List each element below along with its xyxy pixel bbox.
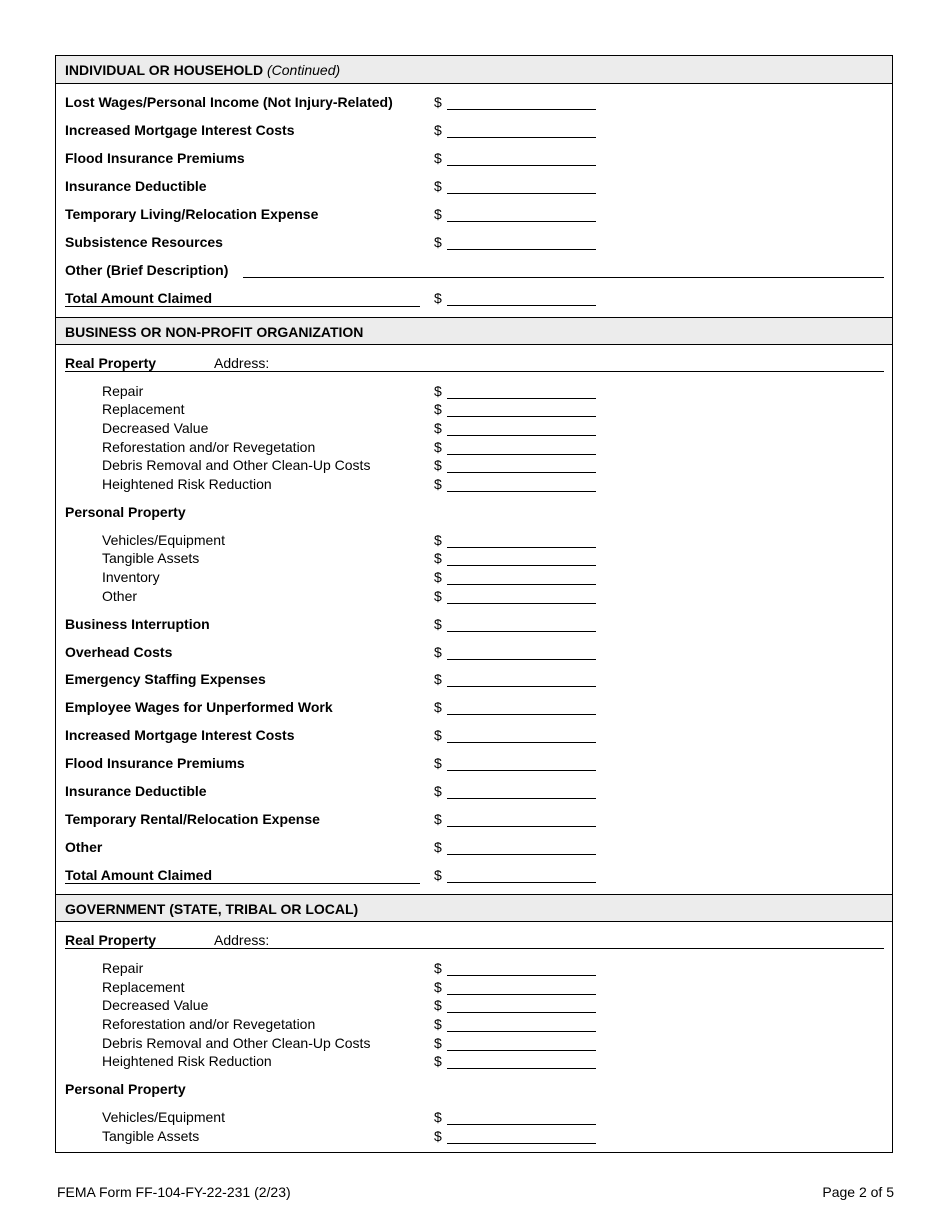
row-government-decreased-value	[56, 996, 892, 1014]
label-business-reforestation: Reforestation and/or Revegetation	[102, 439, 316, 455]
dollar-sign: $	[434, 783, 442, 799]
government-heightened-risk-amount-input[interactable]	[447, 1053, 596, 1069]
row-government-debris	[56, 1034, 892, 1052]
business-inventory-amount-input[interactable]	[447, 569, 596, 585]
government-tangible-amount-input[interactable]	[447, 1128, 596, 1144]
row-government-replacement	[56, 978, 892, 996]
label-business-pp-other: Other	[102, 588, 138, 604]
footer-page-number: Page 2 of 5	[822, 1184, 894, 1200]
dollar-sign: $	[434, 476, 442, 492]
dollar-sign: $	[434, 290, 442, 306]
business-emergency-staffing-amount-input[interactable]	[447, 671, 596, 687]
business-heightened-risk-amount-input[interactable]	[447, 476, 596, 492]
section-header-business	[56, 317, 892, 345]
row-business-personal-property	[56, 503, 892, 521]
subsistence-amount-input[interactable]	[447, 234, 596, 250]
dollar-sign: $	[434, 439, 442, 455]
business-tangible-amount-input[interactable]	[447, 550, 596, 566]
label-government-vehicles: Vehicles/Equipment	[102, 1109, 225, 1125]
label-subsistence: Subsistence Resources	[65, 234, 223, 250]
section-title-suffix: (Continued)	[266, 62, 341, 78]
row-business-emergency-staffing	[56, 670, 892, 688]
row-business-employee-wages	[56, 698, 892, 716]
dollar-sign: $	[434, 150, 442, 166]
row-business-interruption	[56, 615, 892, 633]
business-reforestation-amount-input[interactable]	[447, 439, 596, 455]
business-decreased-value-amount-input[interactable]	[447, 420, 596, 436]
row-business-pp-other	[56, 587, 892, 605]
business-debris-amount-input[interactable]	[447, 457, 596, 473]
dollar-sign: $	[434, 1035, 442, 1051]
label-other-description: Other (Brief Description)	[65, 262, 229, 278]
dollar-sign: $	[434, 811, 442, 827]
label-business-tangible: Tangible Assets	[102, 550, 200, 566]
dollar-sign: $	[434, 122, 442, 138]
claim-form	[55, 55, 893, 1153]
government-repair-amount-input[interactable]	[447, 960, 596, 976]
business-other-amount-input[interactable]	[447, 839, 596, 855]
row-business-reforestation	[56, 438, 892, 456]
label-business-mortgage-interest: Increased Mortgage Interest Costs	[65, 727, 295, 743]
total-underline	[65, 306, 420, 307]
dollar-sign: $	[434, 755, 442, 771]
label-business-replacement: Replacement	[102, 401, 185, 417]
row-government-heightened-risk	[56, 1052, 892, 1070]
section-header-government	[56, 894, 892, 922]
label-government-personal-property: Personal Property	[65, 1081, 186, 1097]
dollar-sign: $	[434, 1016, 442, 1032]
row-flood-premiums	[56, 149, 892, 167]
row-government-tangible	[56, 1127, 892, 1145]
business-address-input[interactable]	[270, 355, 884, 370]
label-business-temp-rental: Temporary Rental/Relocation Expense	[65, 811, 320, 827]
label-business-deductible: Insurance Deductible	[65, 783, 207, 799]
business-total-amount-input[interactable]	[447, 867, 596, 883]
row-business-mortgage-interest	[56, 726, 892, 744]
section-title: BUSINESS OR NON-PROFIT ORGANIZATION	[65, 324, 364, 340]
label-government-real-property: Real Property	[65, 932, 157, 948]
row-government-reforestation	[56, 1015, 892, 1033]
row-lost-wages	[56, 93, 892, 111]
lost-wages-amount-input[interactable]	[447, 94, 596, 110]
government-reforestation-amount-input[interactable]	[447, 1016, 596, 1032]
row-government-real-property	[56, 931, 892, 949]
address-underline	[65, 948, 884, 949]
label-business-heightened-risk: Heightened Risk Reduction	[102, 476, 272, 492]
label-business-real-property: Real Property	[65, 355, 157, 371]
row-business-total	[56, 866, 892, 884]
label-government-replacement: Replacement	[102, 979, 185, 995]
section-title: GOVERNMENT (STATE, TRIBAL OR LOCAL)	[65, 901, 359, 917]
row-business-real-property	[56, 354, 892, 372]
dollar-sign: $	[434, 206, 442, 222]
dollar-sign: $	[434, 671, 442, 687]
label-government-tangible: Tangible Assets	[102, 1128, 200, 1144]
label-government-reforestation: Reforestation and/or Revegetation	[102, 1016, 316, 1032]
row-business-heightened-risk	[56, 475, 892, 493]
label-business-repair: Repair	[102, 383, 144, 399]
business-vehicles-amount-input[interactable]	[447, 532, 596, 548]
label-business-emergency-staffing: Emergency Staffing Expenses	[65, 671, 266, 687]
government-debris-amount-input[interactable]	[447, 1035, 596, 1051]
business-deductible-amount-input[interactable]	[447, 783, 596, 799]
label-business-debris: Debris Removal and Other Clean-Up Costs	[102, 457, 371, 473]
business-pp-other-amount-input[interactable]	[447, 588, 596, 604]
row-government-personal-property	[56, 1080, 892, 1098]
row-mortgage-interest	[56, 121, 892, 139]
label-government-address: Address:	[214, 932, 270, 948]
mortgage-interest-amount-input[interactable]	[447, 122, 596, 138]
dollar-sign: $	[434, 401, 442, 417]
label-government-decreased-value: Decreased Value	[102, 997, 209, 1013]
dollar-sign: $	[434, 727, 442, 743]
dollar-sign: $	[434, 569, 442, 585]
government-decreased-value-amount-input[interactable]	[447, 997, 596, 1013]
label-deductible: Insurance Deductible	[65, 178, 207, 194]
address-underline	[65, 371, 884, 372]
row-business-overhead	[56, 643, 892, 661]
row-deductible	[56, 177, 892, 195]
section-title: INDIVIDUAL OR HOUSEHOLD	[65, 62, 264, 78]
dollar-sign: $	[434, 532, 442, 548]
government-replacement-amount-input[interactable]	[447, 979, 596, 995]
dollar-sign: $	[434, 997, 442, 1013]
row-government-repair	[56, 959, 892, 977]
row-business-repair	[56, 382, 892, 400]
label-business-vehicles: Vehicles/Equipment	[102, 532, 225, 548]
label-business-total: Total Amount Claimed	[65, 867, 212, 883]
label-business-other: Other	[65, 839, 103, 855]
dollar-sign: $	[434, 178, 442, 194]
label-mortgage-interest: Increased Mortgage Interest Costs	[65, 122, 295, 138]
row-business-deductible	[56, 782, 892, 800]
other-description-input[interactable]	[243, 262, 884, 278]
business-mortgage-interest-amount-input[interactable]	[447, 727, 596, 743]
row-government-vehicles	[56, 1108, 892, 1126]
dollar-sign: $	[434, 979, 442, 995]
dollar-sign: $	[434, 94, 442, 110]
dollar-sign: $	[434, 420, 442, 436]
row-individual-total	[56, 289, 892, 307]
total-underline	[65, 883, 420, 884]
dollar-sign: $	[434, 644, 442, 660]
label-business-personal-property: Personal Property	[65, 504, 186, 520]
business-employee-wages-amount-input[interactable]	[447, 699, 596, 715]
row-business-flood-premiums	[56, 754, 892, 772]
dollar-sign: $	[434, 960, 442, 976]
row-business-tangible	[56, 549, 892, 567]
row-business-decreased-value	[56, 419, 892, 437]
temp-living-amount-input[interactable]	[447, 206, 596, 222]
label-lost-wages: Lost Wages/Personal Income (Not Injury-Related)	[65, 94, 393, 110]
business-repair-amount-input[interactable]	[447, 383, 596, 399]
section-header-individual	[56, 56, 892, 84]
dollar-sign: $	[434, 1128, 442, 1144]
business-replacement-amount-input[interactable]	[447, 401, 596, 417]
business-interruption-amount-input[interactable]	[447, 616, 596, 632]
label-business-inventory: Inventory	[102, 569, 160, 585]
row-business-other	[56, 838, 892, 856]
label-business-flood-premiums: Flood Insurance Premiums	[65, 755, 245, 771]
dollar-sign: $	[434, 550, 442, 566]
row-business-debris	[56, 456, 892, 474]
label-temp-living: Temporary Living/Relocation Expense	[65, 206, 319, 222]
individual-total-amount-input[interactable]	[447, 290, 596, 306]
dollar-sign: $	[434, 234, 442, 250]
row-business-replacement	[56, 400, 892, 418]
flood-premiums-amount-input[interactable]	[447, 150, 596, 166]
dollar-sign: $	[434, 588, 442, 604]
dollar-sign: $	[434, 383, 442, 399]
label-government-debris: Debris Removal and Other Clean-Up Costs	[102, 1035, 371, 1051]
footer-form-id: FEMA Form FF-104-FY-22-231 (2/23)	[57, 1184, 291, 1200]
row-subsistence	[56, 233, 892, 251]
business-overhead-amount-input[interactable]	[447, 644, 596, 660]
label-business-overhead: Overhead Costs	[65, 644, 173, 660]
dollar-sign: $	[434, 1053, 442, 1069]
dollar-sign: $	[434, 699, 442, 715]
dollar-sign: $	[434, 1109, 442, 1125]
label-business-address: Address:	[214, 355, 270, 371]
label-government-heightened-risk: Heightened Risk Reduction	[102, 1053, 272, 1069]
label-business-interruption: Business Interruption	[65, 616, 210, 632]
business-temp-rental-amount-input[interactable]	[447, 811, 596, 827]
dollar-sign: $	[434, 839, 442, 855]
row-business-temp-rental	[56, 810, 892, 828]
label-individual-total: Total Amount Claimed	[65, 290, 212, 306]
government-address-input[interactable]	[270, 932, 884, 947]
dollar-sign: $	[434, 616, 442, 632]
dollar-sign: $	[434, 457, 442, 473]
dollar-sign: $	[434, 867, 442, 883]
row-other-description	[56, 261, 892, 279]
government-vehicles-amount-input[interactable]	[447, 1109, 596, 1125]
label-business-employee-wages: Employee Wages for Unperformed Work	[65, 699, 333, 715]
label-government-repair: Repair	[102, 960, 144, 976]
deductible-amount-input[interactable]	[447, 178, 596, 194]
row-business-inventory	[56, 568, 892, 586]
row-business-vehicles	[56, 531, 892, 549]
label-business-decreased-value: Decreased Value	[102, 420, 209, 436]
label-flood-premiums: Flood Insurance Premiums	[65, 150, 245, 166]
row-temp-living	[56, 205, 892, 223]
business-flood-premiums-amount-input[interactable]	[447, 755, 596, 771]
